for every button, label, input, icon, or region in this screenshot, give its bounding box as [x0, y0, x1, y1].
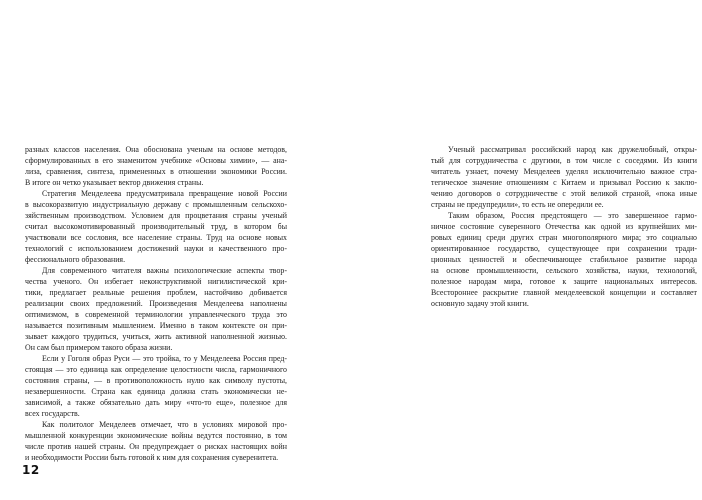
text-line: состояния страны, — в противоположность нулю как символу пустоты,: [25, 376, 287, 385]
text-line: Для современного читателя важны психологические аспекты твор-: [42, 266, 287, 275]
text-line: чению договоров о сотрудничестве с этой великой страной, «пока иные: [431, 189, 697, 198]
text-line: тики, предлагает реальные решения проблем, настойчиво добивается: [25, 288, 287, 297]
text-line: ровых единиц среди других стран многополярного мира; это социально: [431, 233, 697, 242]
text-line: незавершенности. Страна как единица должна стать экономически не-: [25, 387, 287, 396]
text-line: и необходимости России быть готовой к ним для сохранения суверенитета.: [25, 453, 279, 462]
text-line: зяйственным производством. Условием для процветания страны ученый: [25, 211, 287, 220]
text-line: всех государств.: [25, 409, 80, 418]
text-line: читатель узнает, почему Менделеев уделял исключительно важное стра-: [431, 167, 697, 176]
text-line: Таким образом, Россия предстоящего — это завершенное гармо-: [448, 211, 697, 220]
text-line: мышленной конкуренции экономические войны ведутся постоянно, в том: [25, 431, 287, 440]
text-line: ориентированное государство, существующее при сохранении тради-: [431, 244, 697, 253]
text-line: Всестороннее раскрытие главной менделеевской концепции и составляет: [431, 288, 697, 297]
text-line: чества ученого. Он избегает неконструктивной нигилистической кри-: [25, 277, 287, 286]
text-line: зависимой, а также обязательно дать миру «что-то еще», полезное для: [25, 398, 287, 407]
text-line: Если у Гоголя образ Руси — это тройка, то у Менделеева Россия пред-: [42, 354, 287, 363]
page-number: 12: [22, 463, 40, 477]
text-line: ционных ценностей и обеспечивающее стабильное развитие народа: [431, 255, 697, 264]
text-line: Стратегия Менделеева предусматривала превращение новой России: [42, 189, 287, 198]
text-line: сформулированных в его знаменитом учебнике «Основы химии», — ана-: [25, 156, 287, 165]
text-line: страны не предупредили», то есть не опередили ее.: [431, 200, 604, 209]
text-line: Как политолог Менделеев отмечает, что в условиях мировой про-: [42, 420, 287, 429]
text-line: лиза, сравнения, синтеза, примененных в отношении экономики России.: [25, 167, 287, 176]
text-line: на основе промышленности, сельского хозяйства, науки, технологий,: [431, 266, 697, 275]
text-line: называется позитивным мышлением. Именно в таком контексте он при-: [25, 321, 287, 330]
text-line: технологий с использованием достижений науки и качественного про-: [25, 244, 287, 253]
text-line: фессионального образования.: [25, 255, 126, 264]
left-page-text-column: [25, 144, 287, 463]
text-line: основную задачу этой книги.: [431, 299, 529, 308]
text-line: полезное народам мира, готовое к защите национальных интересов.: [431, 277, 697, 286]
text-line: зывает каждого трудиться, учиться, жить активной наполненной жизнью.: [25, 332, 287, 341]
text-line: в высокоразвитую индустриальную державу с промышленным сельскохо-: [25, 200, 287, 209]
text-line: тый для сотрудничества с другими, в том числе с соседями. Из книги: [431, 156, 697, 165]
text-line: ничное состояние суверенного Отечества как одной из крупнейших ми-: [431, 222, 697, 231]
text-line: разных классов населения. Она обоснована ученым на основе методов,: [25, 145, 287, 154]
text-line: числе против нашей страны. Он предупреждает о рисках настоящих войн: [25, 442, 287, 451]
right-page-text-column: [431, 144, 697, 309]
text-line: участвовали все сословия, все население страны. Труд на основе новых: [25, 233, 287, 242]
text-line: стоящая — это единица как определение целостности числа, гармоничного: [25, 365, 287, 374]
text-line: оптимизмом, в современной терминологии управленческого труда это: [25, 310, 287, 319]
text-line: считал высокомотивированный производительный труд, в котором бы: [25, 222, 287, 231]
text-line: тегическое значение отношениям с Китаем и призывал Россию к заклю-: [431, 178, 697, 187]
text-line: В итоге он четко указывает вектор движения страны.: [25, 178, 204, 187]
text-line: Он сам был примером такого образа жизни.: [25, 343, 173, 352]
text-line: Ученый рассматривал российский народ как дружелюбный, откры-: [448, 145, 697, 154]
text-line: реализации своих предложений. Произведения Менделеева наполнены: [25, 299, 287, 308]
